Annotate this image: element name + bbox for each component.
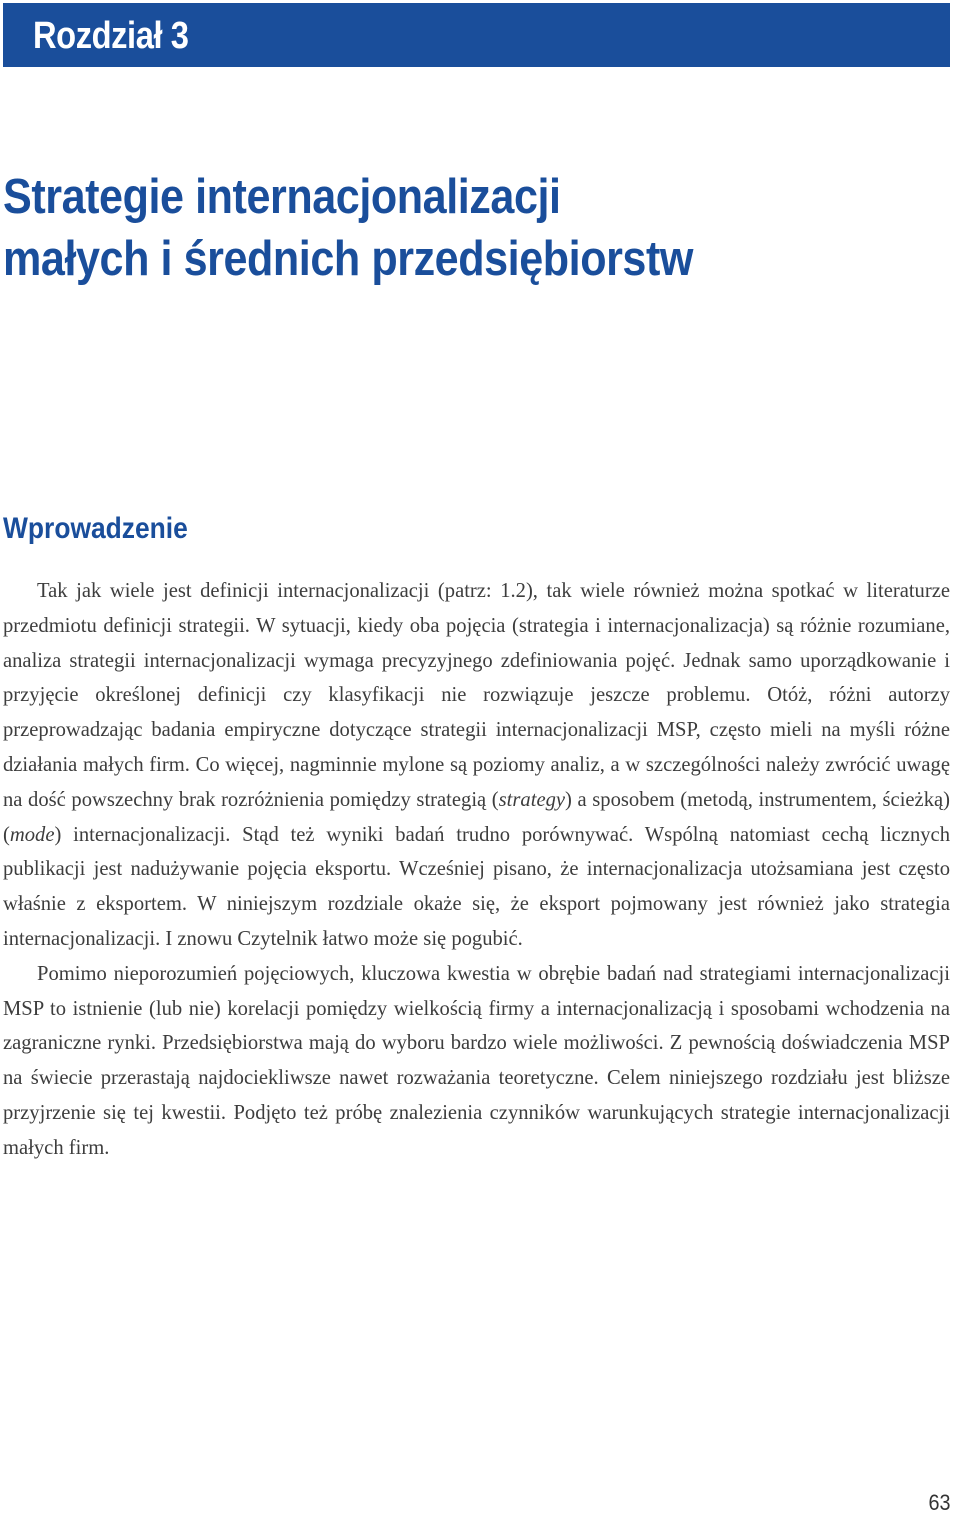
chapter-title-line-1: Strategie internacjonalizacji <box>3 170 561 224</box>
paragraph-1-part-3: ) internacjonalizacji. Stąd też wyniki badań trudno porównywać. Wspólną natomiast cechą licznych publikacji jest nadużywanie pojęcia eksportu. Wcześniej pisano, że internacjonalizacja utożsamiana jest często właśnie z eksportem. W niniejszym rozdziale okaże się, że eksport pojmowany jest również jako strategia internacjonalizacji. I znowu Czytelnik łatwo może się pogubić. <box>3 823 950 950</box>
body-text <box>3 574 950 1166</box>
term-strategy: strategy <box>498 788 566 811</box>
chapter-banner <box>3 3 950 67</box>
chapter-label: Rozdział 3 <box>33 15 189 57</box>
section-heading: Wprowadzenie <box>3 512 188 545</box>
page-number: 63 <box>927 1490 950 1515</box>
paragraph-1-part-1: Tak jak wiele jest definicji internacjonalizacji (patrz: 1.2), tak wiele również można spotkać w literaturze przedmiotu definicji strategii. W sytuacji, kiedy oba pojęcia (strategia i internacjonalizacja) są różnie rozumiane, analiza strategii internacjonalizacji wymaga precyzyjnego zdefiniowania pojęć. Jednak samo uporządkowanie i przyjęcie określonej definicji czy klasyfikacji nie rozwiązuje jeszcze problemu. Otóż, różni autorzy przeprowadzając badania empiryczne dotyczące strategii internacjonalizacji MSP, często mieli na myśli różne działania małych firm. Co więcej, nagminnie mylone są poziomy analiz, a w szczególności należy zwrócić uwagę na dość powszechny brak rozróżnienia pomiędzy strategią ( <box>3 580 950 811</box>
paragraph-2: Pomimo nieporozumień pojęciowych, kluczowa kwestia w obrębie badań nad strategiami internacjonalizacji MSP to istnienie (lub nie) korelacji pomiędzy wielkością firmy a internacjonalizacją i sposobami wchodzenia na zagraniczne rynki. Przedsiębiorstwa mają do wyboru bardzo wiele możliwości. Z pewnością doświadczenia MSP na świecie przerastają najdociekliwsze nawet rozważania teoretyczne. Celem niniejszego rozdziału jest bliższe przyjrzenie się tej kwestii. Podjęto też próbę znalezienia czynników warunkujących strategie internacjonalizacji małych firm. <box>3 962 950 1159</box>
chapter-title <box>3 166 830 290</box>
paragraph-1-part-2: ) a sposobem (metodą, instrumentem, ścieżką) ( <box>3 788 950 846</box>
paragraph-1 <box>3 574 950 957</box>
chapter-title-line-2: małych i średnich przedsiębiorstw <box>3 232 694 286</box>
term-mode: mode <box>9 823 55 846</box>
